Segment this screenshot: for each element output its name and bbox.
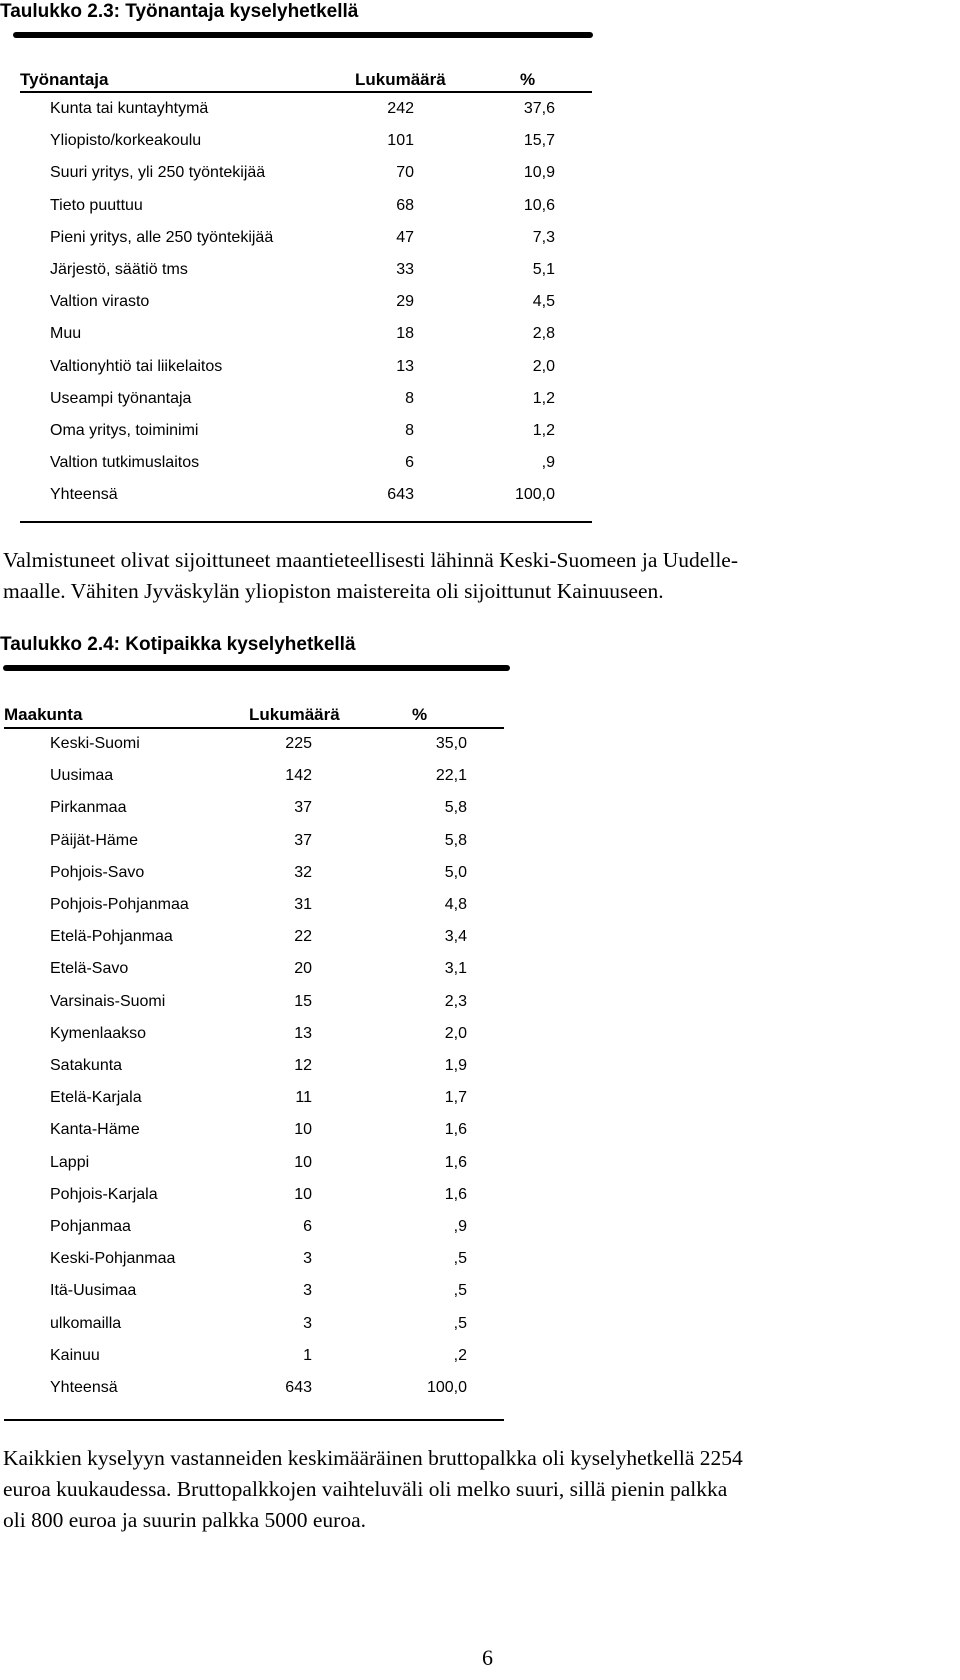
table2-top-rule (3, 665, 510, 671)
row-label: Muu (50, 325, 82, 343)
row-count: 70 (396, 164, 414, 182)
row-count: 68 (396, 196, 414, 214)
row-percent: 2,3 (444, 992, 467, 1010)
row-label: Päijät-Häme (50, 831, 139, 849)
row-label: Useampi työnantaja (50, 389, 192, 407)
row-count: 225 (285, 735, 312, 752)
row-count: 32 (294, 863, 312, 881)
row-percent: 22,1 (435, 767, 467, 785)
row-count: 31 (294, 896, 312, 913)
row-label: Yhteensä (50, 486, 118, 504)
paragraph-regions (3, 545, 738, 607)
row-count: 15 (294, 992, 312, 1010)
row-percent: 37,6 (523, 100, 555, 117)
table1-bottom-rule (20, 521, 592, 523)
paragraph-regions-line-2: maalle. Vähiten Jyväskylän yliopiston maistereita oli sijoittunut Kainuuseen. (3, 579, 664, 603)
row-label: Etelä-Karjala (50, 1089, 142, 1107)
row-label: Lappi (50, 1153, 90, 1171)
table1-caption: Taulukko 2.3: Työnantaja kyselyhetkellä (0, 1, 359, 22)
row-count: 13 (396, 357, 414, 375)
row-label: ulkomailla (50, 1314, 122, 1332)
row-count: 10 (294, 1185, 312, 1203)
page-number: 6 (482, 1645, 493, 1670)
row-count: 12 (294, 1057, 312, 1074)
row-percent: 7,3 (532, 228, 555, 246)
table2-header-percent: % (412, 705, 428, 724)
row-label: Pohjois-Pohjanmaa (50, 896, 189, 913)
row-label: Pirkanmaa (50, 799, 127, 817)
row-percent: ,2 (453, 1346, 467, 1364)
row-count: 18 (396, 325, 414, 343)
row-percent: ,5 (453, 1314, 467, 1332)
row-count: 6 (303, 1218, 312, 1235)
row-percent: 1,2 (532, 422, 555, 439)
row-label: Valtion virasto (50, 293, 150, 311)
table1-top-rule (13, 32, 593, 38)
row-count: 37 (294, 799, 312, 817)
row-label: Pohjois-Savo (50, 863, 145, 881)
row-percent: 3,4 (444, 928, 467, 946)
row-count: 643 (387, 486, 414, 504)
row-percent: 3,1 (444, 960, 467, 978)
row-label: Itä-Uusimaa (50, 1282, 137, 1300)
row-count: 47 (396, 228, 414, 246)
row-label: Kymenlaakso (50, 1024, 147, 1042)
row-count: 3 (303, 1282, 312, 1300)
table2-bottom-rule (4, 1419, 504, 1421)
row-label: Pieni yritys, alle 250 työntekijää (50, 228, 274, 246)
row-label: Järjestö, säätiö tms (50, 261, 188, 278)
table1-header-percent: % (520, 70, 536, 89)
row-count: 142 (285, 767, 312, 785)
row-percent: ,5 (453, 1250, 467, 1268)
row-label: Etelä-Pohjanmaa (50, 928, 173, 946)
row-label: Oma yritys, toiminimi (50, 422, 199, 439)
row-label: Satakunta (50, 1057, 123, 1074)
table2-header-count: Lukumäärä (249, 705, 340, 724)
row-percent: 1,6 (444, 1185, 467, 1203)
row-label: Pohjois-Karjala (50, 1185, 158, 1203)
row-percent: ,9 (541, 454, 555, 472)
row-percent: 5,8 (444, 799, 467, 817)
row-count: 10 (294, 1121, 312, 1139)
row-percent: 2,8 (532, 325, 555, 343)
row-label: Kainuu (50, 1346, 100, 1364)
row-percent: 5,1 (532, 261, 555, 278)
row-percent: 100,0 (426, 1379, 467, 1396)
paragraph-salary (3, 1443, 743, 1536)
row-count: 20 (294, 960, 312, 978)
table2-header-region: Maakunta (4, 705, 83, 724)
row-count: 33 (396, 261, 414, 278)
row-percent: 35,0 (435, 735, 467, 752)
row-count: 8 (405, 389, 414, 407)
row-percent: 4,5 (532, 293, 555, 311)
row-label: Valtionyhtiö tai liikelaitos (50, 357, 223, 375)
row-percent: 15,7 (523, 132, 555, 150)
row-count: 242 (387, 100, 414, 117)
row-count: 22 (294, 928, 312, 946)
table2-header-rule (4, 727, 504, 729)
row-percent: 4,8 (444, 896, 467, 913)
row-label: Uusimaa (50, 767, 114, 785)
row-percent: 5,0 (444, 863, 467, 881)
row-percent: ,9 (453, 1218, 467, 1235)
table1-header-count: Lukumäärä (355, 70, 446, 89)
row-label: Kunta tai kuntayhtymä (50, 100, 209, 117)
row-label: Keski-Pohjanmaa (50, 1250, 176, 1268)
row-percent: 10,9 (523, 164, 555, 182)
row-percent: 1,6 (444, 1121, 467, 1139)
row-percent: 2,0 (444, 1024, 467, 1042)
row-count: 29 (396, 293, 414, 311)
row-count: 13 (294, 1024, 312, 1042)
row-count: 10 (294, 1153, 312, 1171)
row-percent: 1,6 (444, 1153, 467, 1171)
row-count: 643 (285, 1379, 312, 1396)
row-percent: 2,0 (532, 357, 555, 375)
row-percent: 1,9 (444, 1057, 467, 1074)
row-count: 1 (303, 1346, 312, 1364)
table2-caption: Taulukko 2.4: Kotipaikka kyselyhetkellä (0, 634, 356, 655)
row-count: 3 (303, 1250, 312, 1268)
row-count: 101 (387, 132, 414, 150)
row-count: 11 (295, 1089, 312, 1107)
row-percent: ,5 (453, 1282, 467, 1300)
row-label: Tieto puuttuu (50, 196, 143, 214)
row-label: Kanta-Häme (50, 1121, 140, 1139)
paragraph-salary-line-2: euroa kuukaudessa. Bruttopalkkojen vaihteluväli oli melko suuri, sillä pienin palkka (3, 1477, 728, 1501)
paragraph-regions-line-1: Valmistuneet olivat sijoittuneet maantieteellisesti lähinnä Keski-Suomeen ja Uudelle- (3, 548, 738, 572)
paragraph-salary-line-1: Kaikkien kyselyyn vastanneiden keskimääräinen bruttopalkka oli kyselyhetkellä 2254 (3, 1446, 743, 1470)
row-count: 3 (303, 1314, 312, 1332)
row-label: Yhteensä (50, 1379, 118, 1396)
row-percent: 100,0 (514, 486, 555, 504)
row-label: Suuri yritys, yli 250 työntekijää (50, 164, 266, 182)
row-label: Valtion tutkimuslaitos (50, 454, 200, 472)
row-count: 6 (405, 454, 414, 472)
row-percent: 1,2 (532, 389, 555, 407)
table1-header-employer: Työnantaja (20, 70, 109, 89)
row-label: Yliopisto/korkeakoulu (50, 132, 202, 150)
row-label: Etelä-Savo (50, 960, 129, 978)
row-percent: 10,6 (523, 196, 555, 214)
row-percent: 5,8 (444, 831, 467, 849)
table1-header-rule (20, 91, 592, 93)
row-count: 37 (294, 831, 312, 849)
row-label: Keski-Suomi (50, 735, 140, 752)
paragraph-salary-line-3: oli 800 euroa ja suurin palkka 5000 euroa. (3, 1508, 367, 1532)
row-percent: 1,7 (444, 1089, 467, 1107)
row-label: Pohjanmaa (50, 1218, 131, 1235)
row-label: Varsinais-Suomi (50, 992, 166, 1010)
row-count: 8 (405, 422, 414, 439)
